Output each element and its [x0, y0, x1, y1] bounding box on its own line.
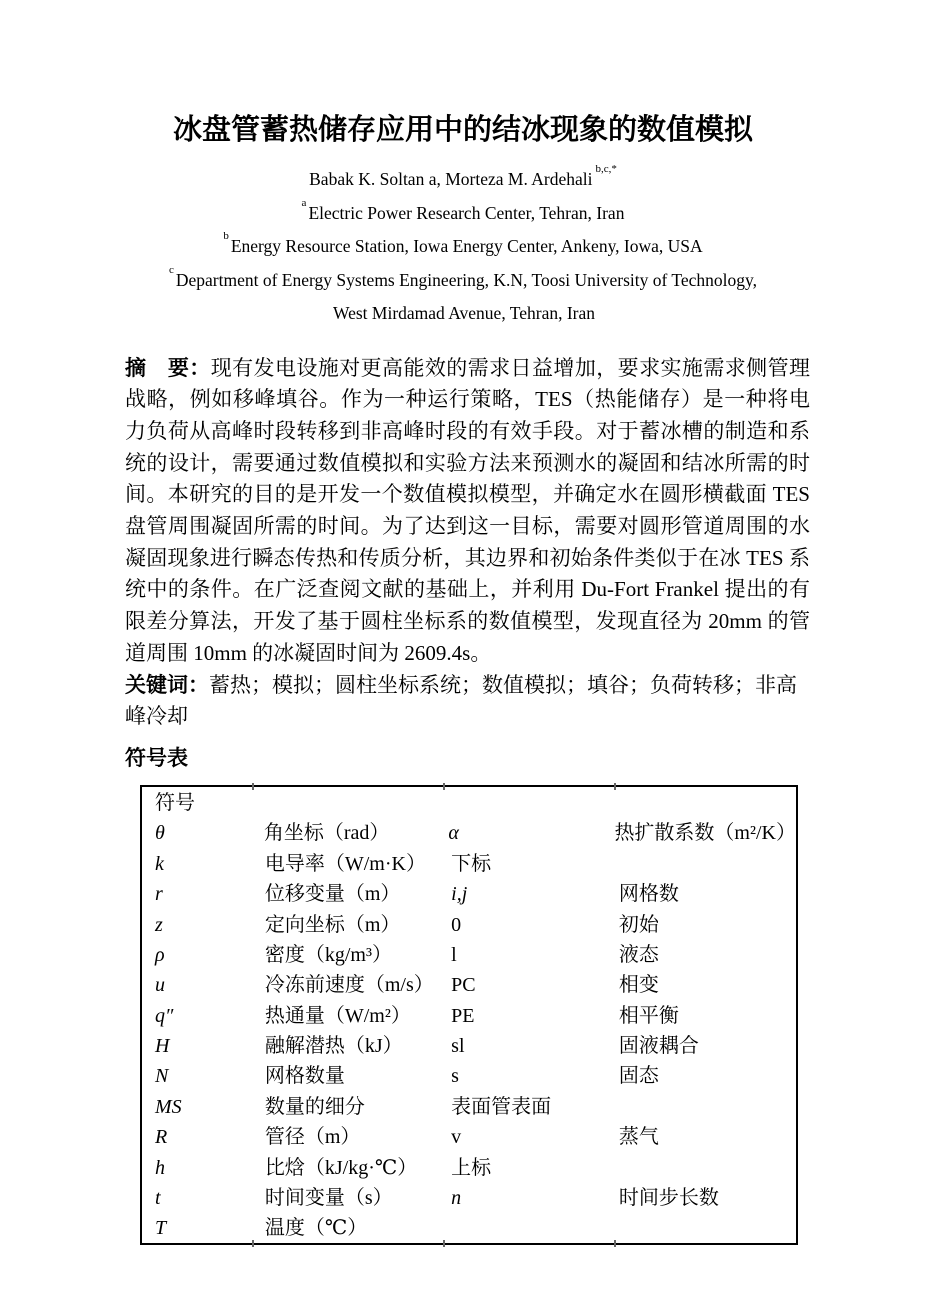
symbol-cell: u: [155, 974, 165, 997]
description-cell: 密度（kg/m³）: [264, 943, 392, 966]
description-cell-2: 相变: [618, 974, 659, 997]
table-row: [142, 1213, 796, 1243]
affiliation-superscript: a: [301, 196, 307, 209]
affiliation-superscript: c: [168, 263, 174, 276]
affiliation-line: [0, 195, 926, 228]
keywords-text: 蓄热；模拟；圆柱坐标系统；数值模拟；填谷；负荷转移；非高峰冷却: [125, 672, 797, 729]
description-cell: 比焓（kJ/kg·℃）: [264, 1156, 418, 1179]
column-tick: [252, 1240, 254, 1247]
table-row: [142, 879, 796, 909]
description-cell-2: [613, 1092, 796, 1122]
symbol-cell-2: 上标: [451, 1156, 492, 1179]
symbol-cell: ρ: [155, 943, 165, 966]
affiliation-line: [0, 295, 926, 328]
table-header-row: [142, 788, 796, 818]
symbol-cell-2: sl: [451, 1035, 465, 1058]
description-cell: 冷冻前速度（m/s）: [264, 974, 434, 997]
description-cell: 融解潜热（kJ）: [264, 1035, 403, 1058]
symbol-cell-2: i,j: [451, 883, 468, 906]
table-row: [142, 1122, 796, 1152]
symbol-cell: h: [155, 1156, 165, 1179]
nomenclature-table: [140, 785, 798, 1245]
symbol-cell: H: [155, 1035, 170, 1058]
table-row: [142, 1031, 796, 1061]
affiliation-text: Electric Power Research Center, Tehran, Iran: [308, 202, 625, 223]
description-cell-2: 固态: [618, 1065, 659, 1088]
column-tick: [614, 783, 616, 790]
symbol-cell: r: [155, 883, 163, 906]
authors-line: [0, 163, 926, 191]
table-row: [142, 849, 796, 879]
symbol-cell-2: α: [448, 822, 459, 845]
symbol-cell: N: [155, 1065, 169, 1088]
table-row: [142, 1183, 796, 1213]
description-cell-2: [613, 849, 796, 879]
column-tick: [614, 1240, 616, 1247]
symbol-cell-2: PE: [451, 1004, 475, 1027]
table-row: [142, 818, 796, 848]
table-row: [142, 1092, 796, 1122]
page-title: 冰盘管蓄热储存应用中的结冰现象的数值模拟: [172, 114, 753, 146]
symbol-cell: z: [155, 913, 163, 936]
description-cell: 热通量（W/m²）: [264, 1004, 411, 1027]
column-tick: [252, 783, 254, 790]
abstract-paragraph: [125, 353, 810, 670]
description-cell: 电导率（W/m·K）: [264, 852, 426, 875]
abstract-text: 现有发电设施对更高能效的需求日益增加，要求实施需求侧管理战略，例如移峰填谷。作为一种运行策略，TES（热能储存）是一种将电力负荷从高峰时段转移到非高峰时段的有效手段。对于蓄冰槽的制造和系统的设计，需要通过数值模拟和实验方法来预测水的凝固和结冰所需的时间。本研究的目的是开发一个数值模拟模型，并确定水在圆形横截面 TES 盘管周围凝固所需的时间。为了达到这一目标，需要对圆形管道周围的水凝固现象进行瞬态传热和传质分析，其边界和初始条件类似于在冰 TES 系统中的条件。在广泛查阅文献的基础上，并利用 Du-Fort Frankel 提出的有限差分算法，开发了基于圆柱坐标系的数值模型，发现直径为 20mm 的管道周围 10mm 的冰凝固时间为 2609.4s。: [125, 355, 811, 665]
affiliation-text: West Mirdamad Avenue, Tehran, Iran: [332, 302, 596, 323]
description-cell: 网格数量: [264, 1065, 345, 1088]
symbol-cell-2: 0: [451, 913, 462, 936]
symbol-cell: q″: [155, 1004, 174, 1027]
authors-superscript: b,c,*: [595, 163, 617, 175]
symbol-cell: θ: [155, 822, 165, 845]
description-cell: 角坐标（rad）: [263, 822, 390, 845]
table-row: [142, 1001, 796, 1031]
description-cell-2: 相平衡: [618, 1004, 679, 1027]
table-row: [142, 970, 796, 1000]
description-cell-2: 网格数: [618, 883, 679, 906]
symbol-cell-2: [442, 1213, 613, 1243]
description-cell: 时间变量（s）: [264, 1187, 393, 1210]
symbol-cell-2: v: [451, 1126, 462, 1149]
table-row: [142, 1153, 796, 1183]
affiliation-text: Energy Resource Station, Iowa Energy Center, Ankeny, Iowa, USA: [230, 236, 703, 257]
affiliations-block: [0, 195, 926, 329]
keywords-line: [125, 670, 816, 733]
description-cell-2: [613, 1213, 796, 1243]
symbol-cell: k: [155, 852, 164, 875]
symbol-cell-2: 下标: [451, 852, 492, 875]
affiliation-text: Department of Energy Systems Engineering, K.N, Toosi University of Technology,: [175, 269, 757, 290]
symbol-cell-2: PC: [451, 974, 476, 997]
abstract-label: 摘 要：: [125, 355, 211, 380]
symbol-cell-2: 表面管表面: [451, 1095, 552, 1118]
symbol-cell-2: s: [451, 1065, 459, 1088]
description-cell: 温度（℃）: [264, 1217, 368, 1240]
symbol-cell-2: n: [451, 1187, 462, 1210]
description-cell: 定向坐标（m）: [264, 913, 401, 936]
description-cell: 数量的细分: [264, 1095, 365, 1118]
table-header-cell: 符号: [155, 791, 195, 814]
symbol-cell: T: [155, 1217, 167, 1240]
description-cell-2: 热扩散系数（m²/K）: [614, 822, 796, 845]
description-cell-2: 液态: [618, 943, 659, 966]
table-row: [142, 910, 796, 940]
description-cell-2: 初始: [618, 913, 659, 936]
affiliation-line: [0, 262, 926, 295]
description-cell-2: [613, 1153, 796, 1183]
description-cell: 位移变量（m）: [264, 883, 401, 906]
symbol-cell: t: [155, 1187, 161, 1210]
column-tick: [443, 783, 445, 790]
description-cell-2: 时间步长数: [618, 1187, 719, 1210]
symbol-cell-2: l: [451, 943, 457, 966]
description-cell-2: 蒸气: [618, 1126, 659, 1149]
affiliation-line: [0, 228, 926, 261]
keywords-label: 关键词：: [125, 672, 209, 697]
column-tick: [443, 1240, 445, 1247]
authors-text: Babak K. Soltan a, Morteza M. Ardehali: [309, 168, 593, 189]
table-row: [142, 1061, 796, 1091]
affiliation-superscript: b: [223, 230, 229, 243]
table-row: [142, 940, 796, 970]
symbol-cell: MS: [155, 1095, 182, 1118]
description-cell: 管径（m）: [264, 1126, 361, 1149]
description-cell-2: 固液耦合: [618, 1035, 699, 1058]
nomenclature-heading: 符号表: [125, 745, 188, 770]
symbol-cell: R: [155, 1126, 168, 1149]
